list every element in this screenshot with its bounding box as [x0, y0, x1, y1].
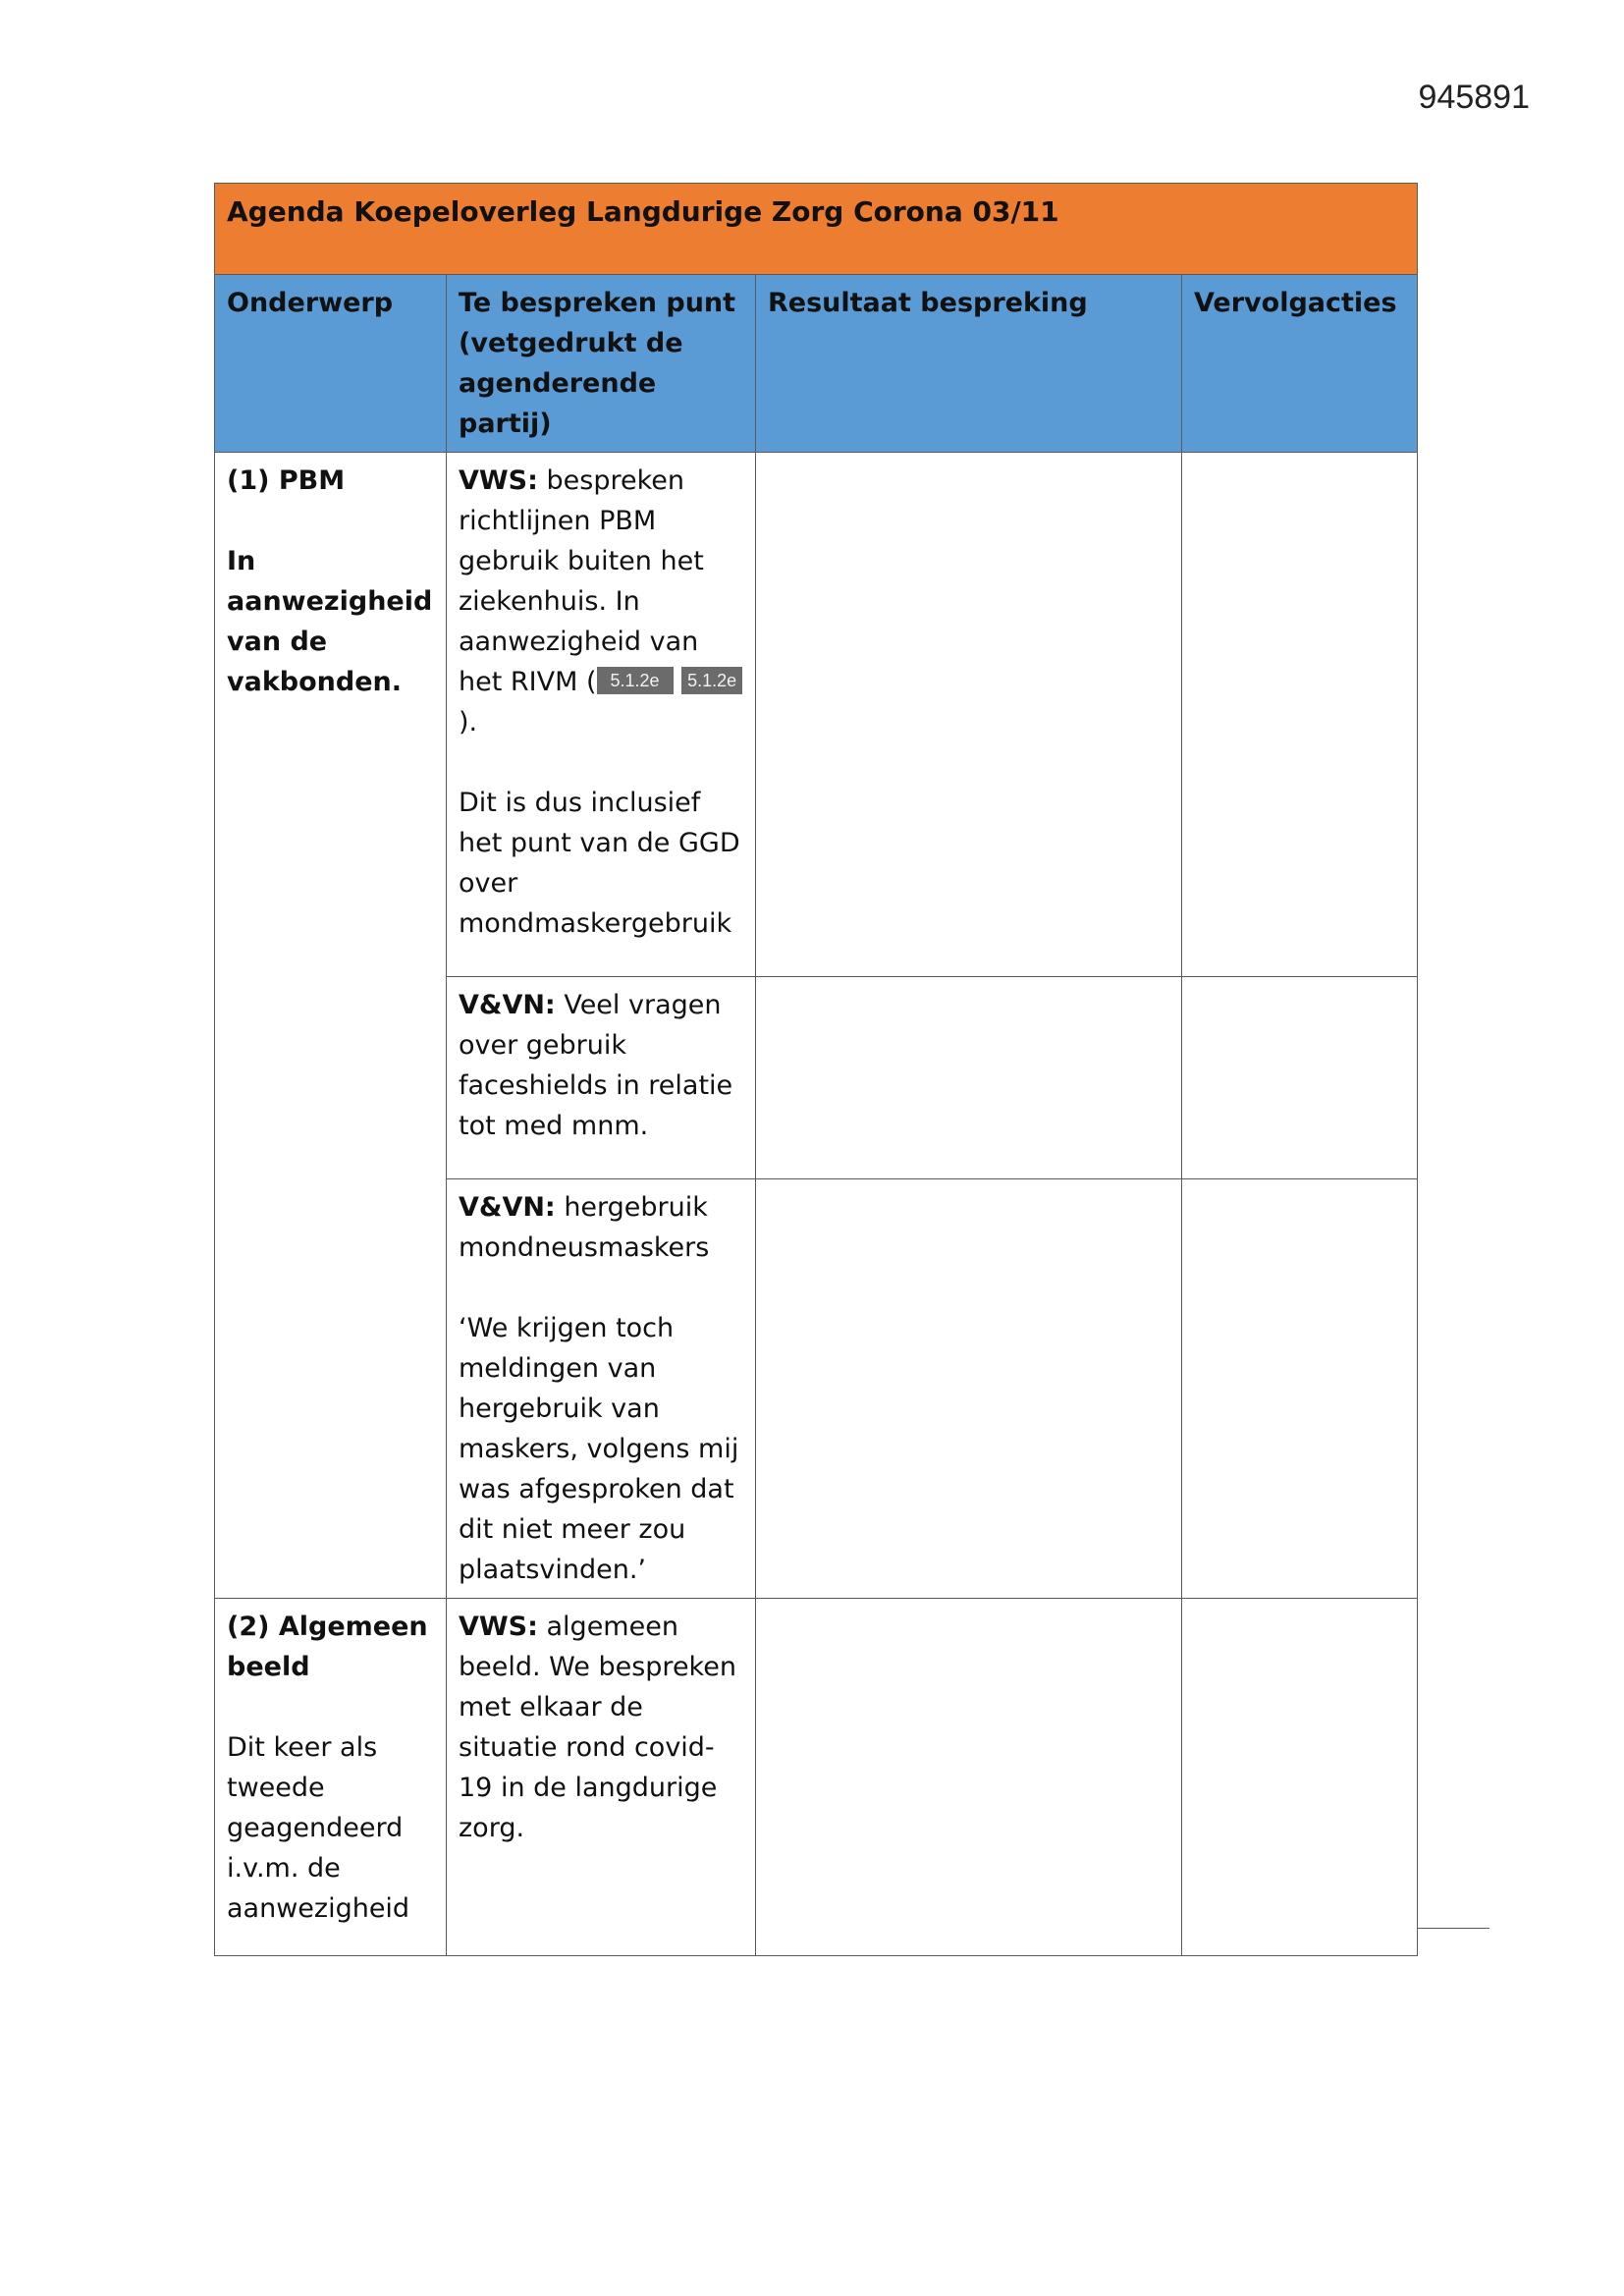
table-bottom-border-extension — [1417, 1928, 1489, 1929]
result-cell — [756, 453, 1182, 977]
point-text: ). — [459, 707, 478, 738]
subject-note: In aanwezigheid van de vakbonden. — [227, 546, 433, 697]
header-vervolgacties: Vervolgacties — [1182, 275, 1418, 453]
point-text: Veel vragen over gebruik faceshields in relatie tot med mnm. — [459, 990, 733, 1141]
table-row — [215, 453, 1418, 977]
point-cell — [447, 1179, 756, 1599]
redaction-box: 5.1.2e — [597, 667, 674, 694]
point-cell — [447, 1599, 756, 1956]
result-cell — [756, 1599, 1182, 1956]
header-te-bespreken-punt — [447, 275, 756, 453]
subject-title: (1) PBM — [227, 465, 346, 496]
party-label: VWS: — [459, 465, 538, 496]
header-resultaat: Resultaat bespreking — [756, 275, 1182, 453]
header-punt-line1: Te bespreken punt — [459, 288, 736, 318]
subject-cell-pbm — [215, 453, 447, 1599]
header-punt-line2: (vetgedrukt de agenderende partij) — [459, 328, 683, 439]
party-label: V&VN: — [459, 990, 556, 1020]
document-number: 945891 — [1418, 79, 1530, 116]
table-title-row — [215, 184, 1418, 275]
subject-title: (2) Algemeen beeld — [227, 1612, 428, 1682]
agenda-table-container — [214, 183, 1417, 1956]
party-label: VWS: — [459, 1612, 538, 1642]
followup-cell — [1182, 977, 1418, 1179]
point-text: algemeen beeld. We bespreken met elkaar de situatie rond covid-19 in de langdurige zorg. — [459, 1612, 736, 1843]
table-header-row — [215, 275, 1418, 453]
point-text: bespreken richtlijnen PBM gebruik buiten het ziekenhuis. In aanwezigheid van het RIVM ( — [459, 465, 704, 697]
subject-cell-algemeen-beeld — [215, 1599, 447, 1956]
result-cell — [756, 1179, 1182, 1599]
party-label: V&VN: — [459, 1192, 556, 1223]
followup-cell — [1182, 1599, 1418, 1956]
result-cell — [756, 977, 1182, 1179]
table-row — [215, 1599, 1418, 1956]
point-cell — [447, 453, 756, 977]
point-text: hergebruik mondneusmaskers — [459, 1192, 710, 1263]
header-onderwerp: Onderwerp — [215, 275, 447, 453]
point-quote: ‘We krijgen toch meldingen van hergebruik van maskers, volgens mij was afgesproken dat dit niet meer zou plaatsvinden.’ — [459, 1313, 739, 1585]
redaction-box: 5.1.2e — [681, 667, 742, 694]
table-title: Agenda Koepeloverleg Langdurige Zorg Corona 03/11 — [215, 184, 1418, 275]
followup-cell — [1182, 453, 1418, 977]
followup-cell — [1182, 1179, 1418, 1599]
agenda-table — [214, 183, 1418, 1956]
subject-note: Dit keer als tweede geagendeerd i.v.m. de aanwezigheid — [227, 1732, 410, 1924]
point-cell — [447, 977, 756, 1179]
point-text: Dit is dus inclusief het punt van de GGD over mondmaskergebruik — [459, 788, 740, 939]
